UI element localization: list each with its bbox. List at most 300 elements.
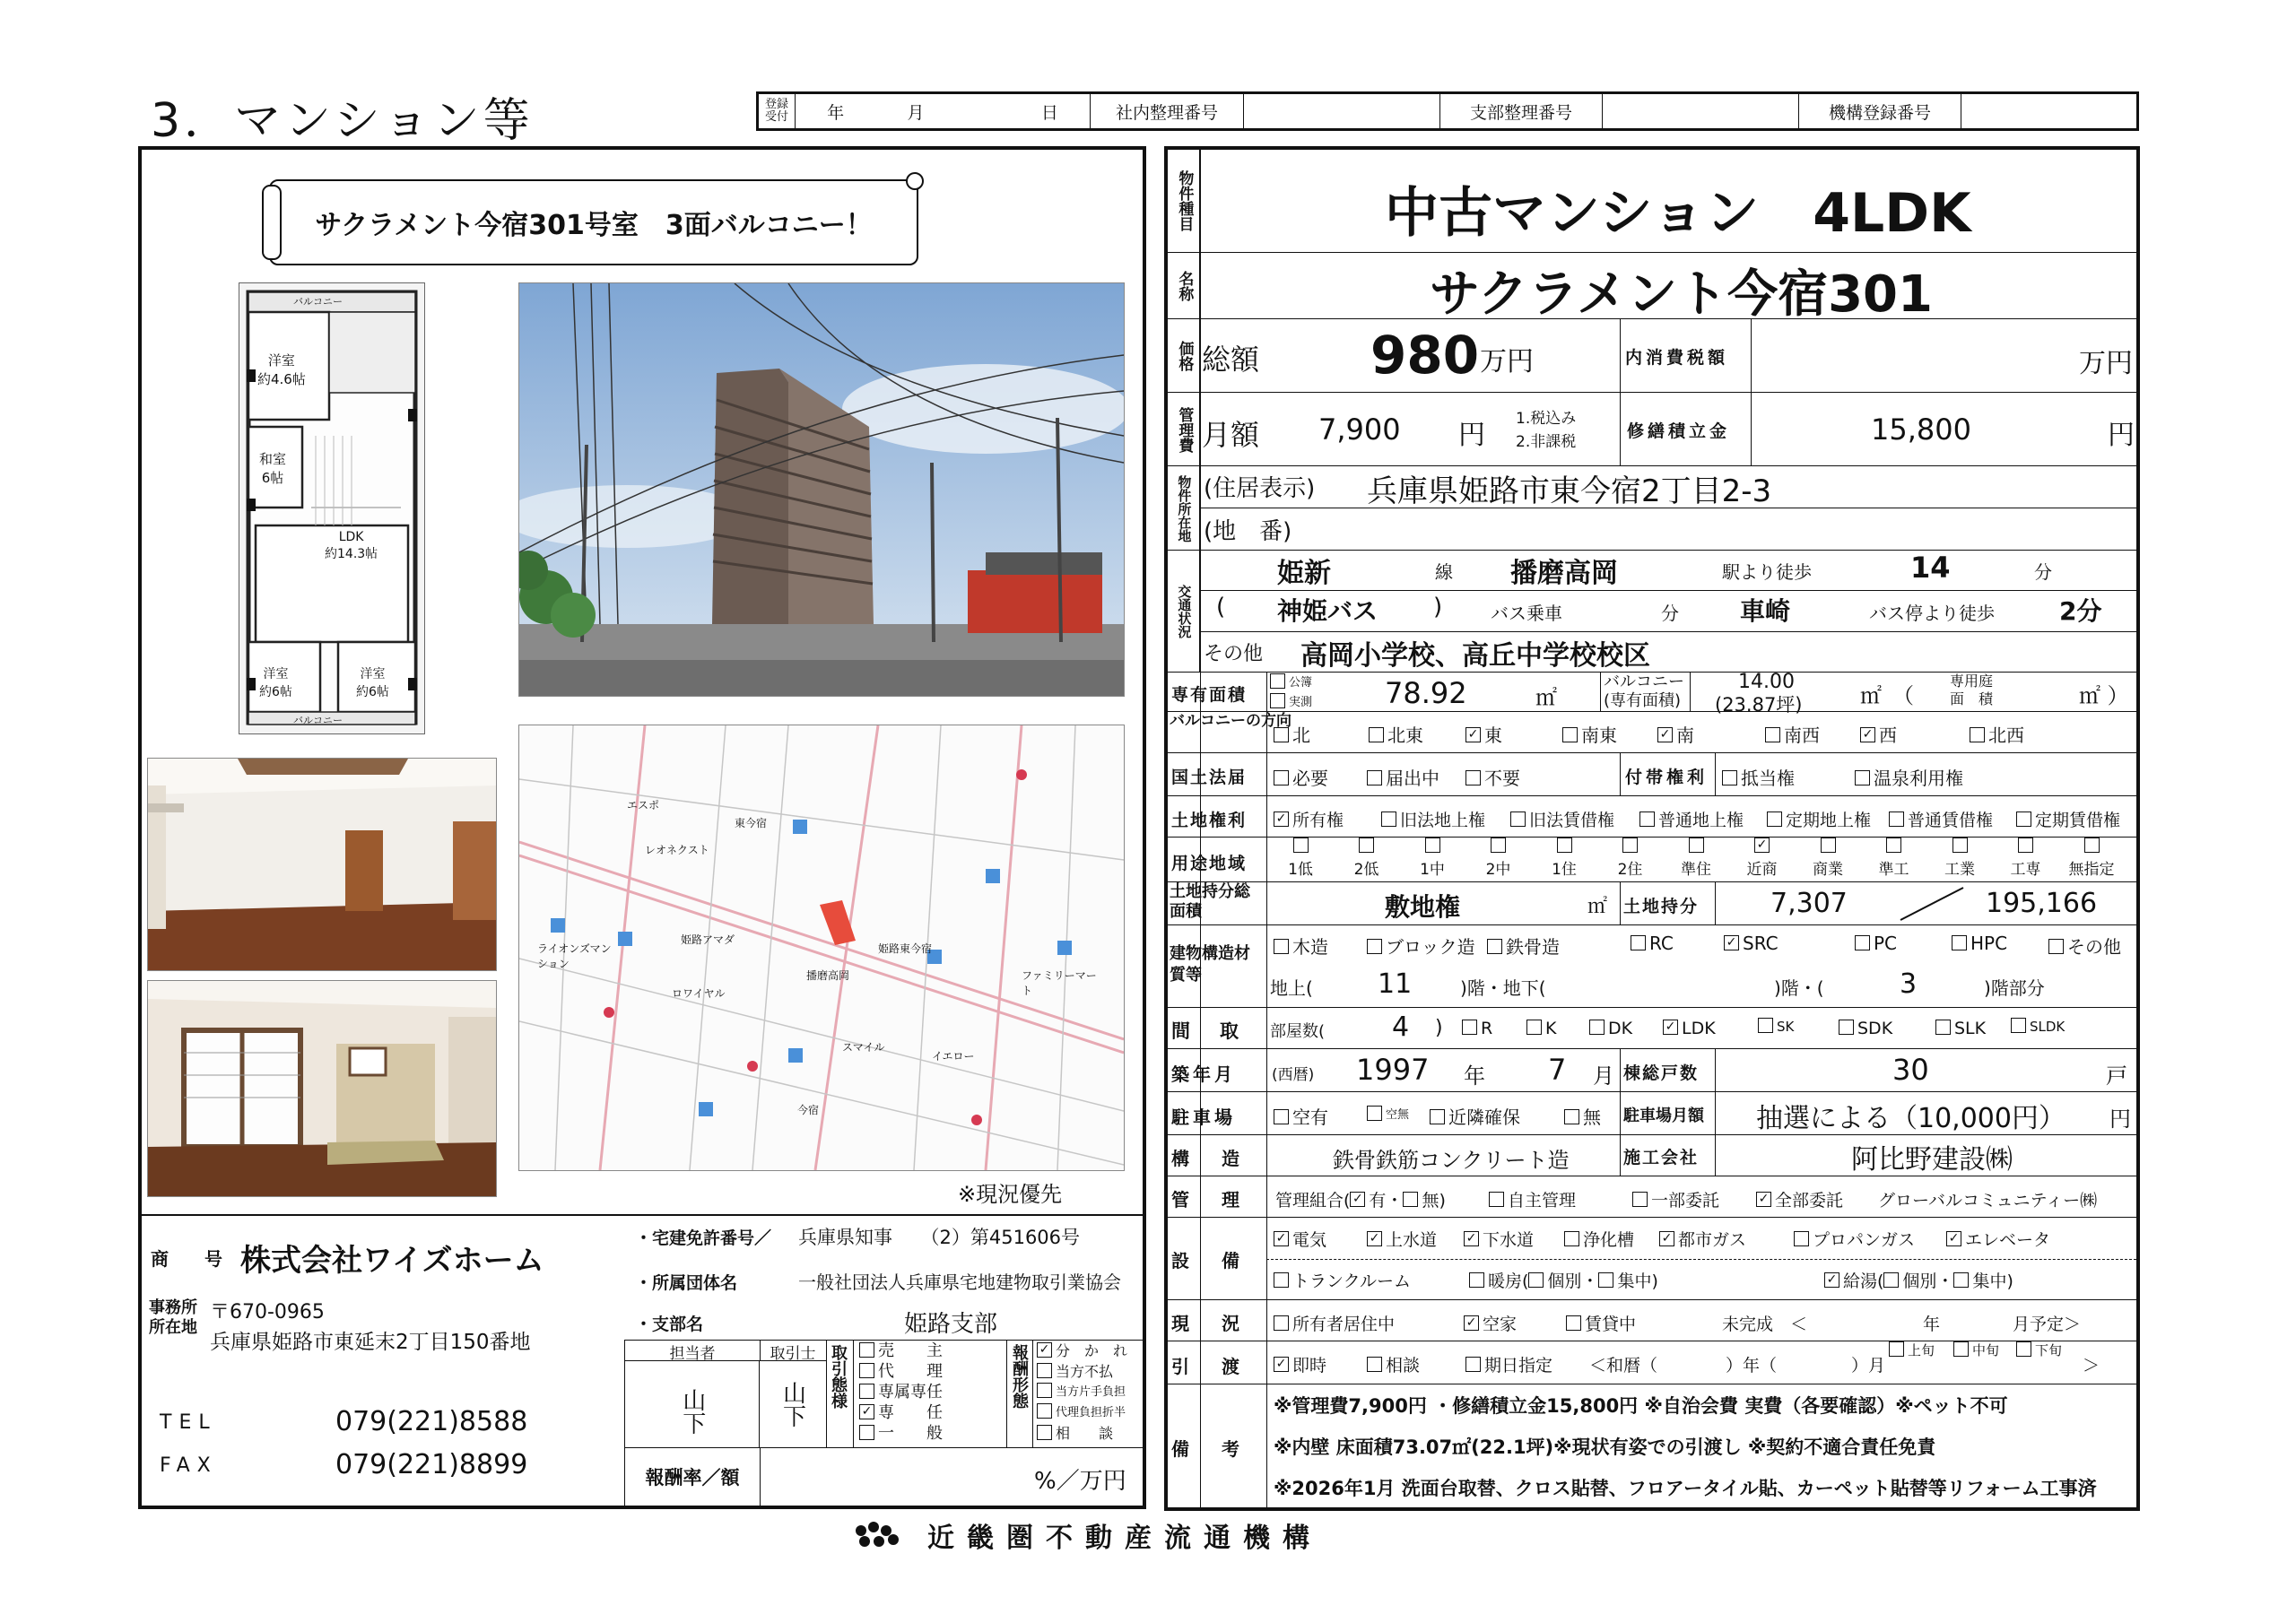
structure-rc: RC [1631,933,1674,954]
fee-checkbox-one-side[interactable] [1037,1383,1052,1398]
zoning-option-label: 1住 [1552,861,1577,879]
structure-src-checkbox[interactable]: ✓ [1724,935,1739,950]
layout-checkbox[interactable] [1935,1020,1951,1035]
layout-option-label: DK [1608,1019,1633,1038]
row-location [1164,466,2140,551]
mgmt-partial-checkbox[interactable] [1632,1192,1648,1207]
zoning-checkbox[interactable] [1886,838,1901,853]
rights-hot-spring: 温泉利用権 [1855,764,1963,790]
equip-sewer-checkbox[interactable]: ✓ [1464,1231,1479,1246]
mgmt-note-nontax: 2.非課税 [1516,433,1577,451]
zoning-option [1274,839,1327,879]
handover-year: ）年（ [1726,1356,1778,1376]
zoning-option-label: 近商 [1746,861,1778,879]
deal-checkbox-seller[interactable] [859,1342,874,1358]
status-year: 年 [1923,1315,1941,1334]
zoning-option [1867,839,1921,879]
remark-line-1: ※管理費7,900円 ・修繕積立金15,800円 ※自治会費 実費（各要確認）※ペット不可 [1274,1395,2008,1417]
tel-number: 079(221)8588 [335,1406,528,1437]
handover-era: ＜和暦（ [1589,1356,1658,1376]
direction-northeast: 北東 [1369,721,1423,747]
zoning-checkbox[interactable] [1821,838,1836,853]
fee-checkbox-split[interactable]: ✓ [1037,1342,1052,1358]
zoning-checkbox[interactable] [1689,838,1704,853]
equip-heating-individual-checkbox[interactable] [1528,1272,1544,1288]
row-zoning [1164,838,2140,882]
rooms-close: ) [1435,1017,1443,1039]
company-number-label: 社内整理番号 [1091,94,1244,128]
land-right-normal-surface-checkbox[interactable] [1639,812,1655,827]
fax-label: FAX [160,1454,218,1477]
row-built [1164,1049,2140,1092]
nlp-pending-checkbox[interactable] [1367,770,1382,785]
handover-date-checkbox[interactable] [1465,1357,1481,1372]
handover-late: 下旬 [2016,1343,2062,1358]
map-label-1: エスポ [627,799,660,812]
status-vacant: ✓ 空家 [1464,1311,1517,1335]
company-address: 兵庫県姫路市東延末2丁目150番地 [210,1331,531,1354]
floors-below-label: )階・地下( [1460,977,1546,999]
zoning-option-label: 準工 [1878,861,1909,879]
equip-propane-checkbox[interactable] [1794,1231,1809,1246]
handover-mid-checkbox[interactable] [1953,1341,1969,1357]
zoning-option [1669,839,1723,879]
structure-hpc: HPC [1952,933,2007,954]
agency-number-label: 機構登録番号 [1799,94,1961,128]
direction-north-checkbox[interactable] [1274,727,1289,742]
map-label-3: 播磨高岡 [806,969,850,982]
area-map [518,725,1125,1171]
map-label-2: 東今宿 [735,817,768,829]
bus-paren-close: ) [1433,594,1443,621]
built-month-label: 月 [1593,1063,1614,1089]
handover-month: ）月 [1851,1356,1886,1376]
zoning-checkbox[interactable] [1491,838,1506,853]
parking-nearby: 近隣確保 [1430,1103,1520,1129]
structure-block: ブロック造 [1367,933,1475,959]
direction-east-checkbox[interactable]: ✓ [1465,727,1481,742]
equip-city-gas-checkbox[interactable]: ✓ [1659,1231,1674,1246]
layout-checkbox[interactable] [1526,1020,1542,1035]
layout-option [1589,1019,1632,1038]
layout-option-label: R [1481,1019,1493,1038]
postal-code: 〒670-0965 [210,1301,325,1324]
residence-label: (住居表示) [1204,475,1316,502]
registration-label: 登録 受付 [759,94,796,128]
zoning-checkbox[interactable] [2084,838,2100,853]
bus-paren-open: ( [1216,594,1226,621]
address-label: 事務所 所在地 [149,1298,197,1337]
equip-heating: 暖房( 個別・ 集中) [1469,1268,1658,1292]
deal-checkbox-exclusive-dedicated[interactable] [859,1384,874,1399]
license-value: 兵庫県知事 （2）第451606号 [798,1227,1081,1248]
zoning-checkbox[interactable] [1952,838,1968,853]
property-name-value: サクラメント今宿301 [1430,265,1933,324]
row-land-share [1164,882,2140,925]
land-right-fixed-lease: 定期賃借権 [2016,807,2120,831]
row-handover [1164,1341,2140,1384]
layout-option-label: SDK [1857,1019,1893,1038]
equip-elevator-checkbox[interactable]: ✓ [1946,1231,1961,1246]
land-right-normal-lease: 普通賃借権 [1889,807,1993,831]
floorplan-room4: 洋室 約6帖 [356,667,389,699]
land-right-ownership-checkbox[interactable]: ✓ [1274,812,1289,827]
row-status [1164,1300,2140,1341]
mgmt-association-no-checkbox[interactable] [1403,1192,1418,1207]
rooms-value: 4 [1392,1011,1410,1043]
equip-septic: 浄化槽 [1564,1227,1634,1251]
price-label: 価格 [1168,319,1200,393]
zoning-checkbox[interactable] [1293,838,1309,853]
layout-option [1526,1019,1556,1038]
interior-photo-2 [147,980,497,1197]
layout-option [2011,1019,2065,1035]
equip-water-checkbox[interactable]: ✓ [1367,1231,1382,1246]
footer-organization: 近畿圏不動産流通機構 [927,1523,1322,1554]
layout-option [1839,1019,1892,1038]
row-price [1164,319,2140,393]
balcony-area-tsubo: (23.87坪) [1715,694,1803,716]
layout-checkbox[interactable] [2011,1018,2026,1033]
structure-steel-checkbox[interactable] [1487,939,1502,954]
row-management-fee [1164,393,2140,466]
parking-none: 無 [1564,1103,1601,1129]
zoning-checkbox[interactable] [1425,838,1440,853]
handover-close: ＞ [2083,1356,2100,1376]
builder-label: 施工会社 [1623,1148,1700,1167]
nlp-required-checkbox[interactable] [1274,770,1289,785]
bus-min-label: 分 [1661,603,1679,624]
handover-early-checkbox[interactable] [1889,1341,1904,1357]
structure-rc-checkbox[interactable] [1631,935,1646,950]
zoning-checkbox[interactable] [1622,838,1638,853]
handover-late-checkbox[interactable] [2016,1341,2031,1357]
equip-water: ✓ 上水道 [1367,1227,1437,1251]
land-right-old-lease-checkbox[interactable] [1510,812,1526,827]
company-info-divider [142,1214,1143,1216]
zoning-option [1472,839,1526,879]
parking-available-checkbox[interactable] [1274,1109,1289,1124]
row-land-law [1164,753,2140,796]
map-label-5: ロワイヤル [672,987,726,1000]
land-share-numerator: 7,307 [1770,888,1848,919]
parking-available: 空有 [1274,1103,1328,1129]
layout-label: 間 取 [1171,1020,1244,1042]
zoning-option-label: 準住 [1681,861,1711,879]
interior-photo-2-image [148,981,496,1196]
fee-type-label: 報酬形態 [1010,1344,1029,1409]
agency-number-field[interactable] [1961,94,2136,128]
layout-checkbox[interactable] [1839,1020,1854,1035]
staff-value: 山下 [625,1360,760,1448]
remark-line-3: ※2026年1月 洗面台取替、クロス貼替、フロアータイル貼、カーペット貼替等リフォーム工事済 [1274,1478,2097,1499]
handover-consult-checkbox[interactable] [1367,1357,1382,1372]
agent-value: 山下 [760,1360,827,1448]
rights-mortgage: 抵当権 [1722,764,1795,790]
repair-fund-label: 修繕積立金 [1627,421,1731,441]
mgmt-full-checkbox[interactable]: ✓ [1756,1192,1771,1207]
equip-hot-water-central-checkbox[interactable] [1953,1272,1969,1288]
deal-checkbox-general[interactable] [859,1425,874,1440]
land-right-ownership: ✓ 所有権 [1274,807,1344,831]
nlp-not-required: 不要 [1465,764,1520,790]
equip-trunk-room-checkbox[interactable] [1274,1272,1289,1288]
map-note: ※現況優先 [958,1182,1063,1207]
zoning-option [1999,839,2053,879]
interior-photo-1-image [148,759,496,970]
status-rented-checkbox[interactable] [1566,1315,1581,1331]
zoning-option [1405,839,1459,879]
layout-checkbox[interactable] [1462,1020,1477,1035]
fee-checkbox-consult[interactable] [1037,1425,1052,1440]
mgmt-monthly-label: 月額 [1202,418,1260,452]
floorplan-balcony-top: バルコニー [293,296,343,308]
equip-city-gas: ✓ 都市ガス [1659,1227,1746,1251]
structure-pc: PC [1855,933,1897,954]
handover-immediate-checkbox[interactable]: ✓ [1274,1357,1289,1372]
land-right-fixed-lease-checkbox[interactable] [2016,812,2031,827]
row-management [1164,1176,2140,1218]
map-label-7: イエロー [932,1050,975,1063]
parking-full: 空無 [1367,1105,1409,1123]
branch-number-field[interactable] [1603,94,1799,128]
rooms-label: 部屋数( [1270,1022,1326,1041]
fee-rate-unit: %／万円 [1034,1468,1126,1495]
equip-hot-water-individual-checkbox[interactable] [1883,1272,1899,1288]
rights-hot-spring-checkbox[interactable] [1855,770,1870,785]
zoning-option-label: 無指定 [2068,861,2115,879]
row-layout [1164,1008,2140,1049]
direction-southwest-checkbox[interactable] [1765,727,1780,742]
map-label-12: ファミリーマート [1022,969,1097,997]
deal-type-label: 取引態様 [829,1344,848,1409]
tel-label: TEL [160,1411,217,1434]
land-right-normal-lease-checkbox[interactable] [1889,812,1904,827]
builder-value: 阿比野建設㈱ [1851,1144,2013,1176]
zoning-checkbox[interactable] [1359,838,1374,853]
equip-electric-checkbox[interactable]: ✓ [1274,1231,1289,1246]
fee-rate-label: 報酬率／額 [625,1448,761,1506]
zoning-options [1274,839,2135,881]
name-label: 名称 [1168,253,1200,319]
land-right-fixed-surface-checkbox[interactable] [1767,812,1782,827]
structure-hpc-checkbox[interactable] [1952,935,1967,950]
agent-header: 取引士 [760,1341,827,1361]
structure-other: その他 [2048,933,2121,959]
branch-number-label: 支部整理番号 [1440,94,1603,128]
parking-none-checkbox[interactable] [1564,1109,1579,1124]
parking-full-checkbox[interactable] [1367,1106,1382,1121]
garden-label: 専用庭 面 積 [1950,673,1994,707]
line-name: 姫新 [1277,558,1331,589]
layout-option [1462,1019,1492,1038]
map-label-6: スマイル [842,1041,885,1054]
floorplan-room3: 洋室 約6帖 [259,667,292,699]
mgmt-full: ✓ 全部委託 [1756,1187,1843,1211]
status-owner: 所有者居住中 [1274,1311,1395,1335]
structure-pc-checkbox[interactable] [1855,935,1870,950]
equip-heating-checkbox[interactable] [1469,1272,1484,1288]
association-value: 一般社団法人兵庫県宅地建物取引業協会 [798,1271,1121,1293]
layout-checkbox[interactable]: ✓ [1663,1020,1678,1035]
zoning-option-label: 1低 [1288,861,1313,879]
deal-checkbox-exclusive[interactable]: ✓ [859,1404,874,1419]
land-right-label: 土地権利 [1171,811,1248,830]
parking-fee-value: 抽選による（10,000円） [1756,1103,2066,1134]
company-number-field[interactable] [1244,94,1440,128]
zoning-option [1604,839,1657,879]
row-equipment [1164,1218,2140,1300]
floorplan [239,282,425,734]
staff-header: 担当者 [625,1341,761,1361]
row-traffic [1164,551,2140,673]
row-remarks [1164,1384,2140,1510]
branch-label: ・支部名 [635,1315,704,1334]
area-kouyou-checkbox[interactable] [1270,673,1285,689]
type-label: 物件種目 [1168,149,1200,253]
location-label: 物件所在地 [1168,466,1200,551]
status-rented: 賃貸中 [1566,1311,1636,1335]
walk-minutes: 14 [1910,551,1951,585]
line-suffix: 線 [1435,561,1453,583]
repair-fund-value: 15,800 [1871,412,1971,447]
association-label: ・所属団体名 [635,1273,738,1293]
direction-west: ✓ 西 [1860,721,1897,747]
zoning-option-label: 2中 [1485,861,1511,879]
map-label-10: レオネクスト [645,844,709,856]
scroll-right-roll [906,172,924,190]
bus-company: 神姫バス [1277,596,1378,626]
land-right-old-lease: 旧法賃借権 [1510,807,1614,831]
garden-unit: ㎡ ） [2079,683,2129,708]
status-vacant-checkbox[interactable]: ✓ [1464,1315,1479,1331]
zoning-option [2065,839,2118,879]
rights-label: 付帯権利 [1625,768,1709,787]
mgmt-self-checkbox[interactable] [1489,1192,1504,1207]
management-label: 管 理 [1171,1189,1247,1211]
registration-date: 年 月 日 [796,94,1091,128]
parking-fee-unit: 円 [2109,1107,2131,1132]
nlp-pending: 届出中 [1367,764,1439,790]
mgmt-fee-unit: 円 [1458,420,1485,451]
fee-checkbox-half[interactable] [1037,1403,1052,1419]
direction-east: ✓ 東 [1465,721,1502,747]
land-right-old-surface-checkbox[interactable] [1381,812,1396,827]
layout-checkbox[interactable] [1589,1020,1605,1035]
row-parking [1164,1092,2140,1135]
mgmt-association-yes-checkbox[interactable]: ✓ [1350,1192,1365,1207]
parking-nearby-checkbox[interactable] [1430,1109,1445,1124]
built-year-label: 年 [1464,1063,1485,1089]
branch-value: 姫路支部 [904,1311,998,1338]
direction-northwest-checkbox[interactable] [1970,727,1985,742]
status-owner-checkbox[interactable] [1274,1315,1289,1331]
structure-other-checkbox[interactable] [2048,939,2064,954]
status-due: 月予定＞ [2013,1315,2082,1334]
direction-northwest: 北西 [1970,721,2024,747]
rights-mortgage-checkbox[interactable] [1722,770,1737,785]
row-balcony-direction [1164,712,2140,753]
zoning-checkbox[interactable] [2018,838,2033,853]
repair-fund-unit: 円 [2108,420,2135,451]
area-value: 78.92 [1385,676,1467,710]
land-share-label: 土地持分総面積 [1170,882,1250,921]
fee-checkbox-not-pay[interactable] [1037,1363,1052,1378]
row-construction [1164,1135,2140,1176]
layout-option-label: SLK [1954,1019,1987,1038]
land-share-denominator: 195,166 [1986,888,2098,919]
structure-wood-checkbox[interactable] [1274,939,1289,954]
units-unit: 戸 [2106,1063,2127,1089]
balcony-area-unit: ㎡ （ [1860,683,1914,708]
fax-number: 079(221)8899 [335,1449,528,1480]
direction-west-checkbox[interactable]: ✓ [1860,727,1875,742]
price-total-value: 980 [1370,325,1480,386]
balcony-area-label: バルコニー (専有面積) [1604,673,1684,710]
mgmt-note-taxin: 1.税込み [1516,410,1577,428]
nlp-label: 国土法届 [1171,768,1248,787]
construction-value: 鉄骨鉄筋コンクリート造 [1333,1148,1570,1173]
nlp-not-required-checkbox[interactable] [1465,770,1481,785]
zoning-checkbox[interactable]: ✓ [1754,838,1770,853]
remark-line-2: ※内壁 床面積73.07㎡(22.1坪)※現状有姿での引渡し ※契約不適合責任免責 [1274,1436,1936,1458]
equip-septic-checkbox[interactable] [1564,1231,1579,1246]
direction-south-checkbox[interactable]: ✓ [1657,727,1673,742]
built-era: (西暦) [1272,1066,1315,1084]
section-title: 3．マンション等 [151,94,534,148]
price-unit: 万円 [1480,346,1534,378]
bus-walk-value: 2分 [2059,596,2102,626]
land-right-fixed-surface: 定期地上権 [1767,807,1871,831]
equip-heating-central-checkbox[interactable] [1598,1272,1613,1288]
zoning-label: 用途地域 [1171,854,1248,873]
land-share-slash [1896,886,1968,922]
layout-checkbox[interactable] [1758,1018,1773,1033]
area-label: 専有面積 [1171,685,1248,705]
direction-northeast-checkbox[interactable] [1369,727,1384,742]
map-label-8: 今宿 [797,1104,820,1116]
floors-above-label: 地上( [1270,977,1313,999]
handover-consult: 相談 [1367,1352,1420,1376]
structure-src: ✓ SRC [1724,933,1779,954]
zoning-option [1801,839,1855,879]
scroll-left-roll [262,185,282,260]
equip-hot-water-checkbox[interactable]: ✓ [1824,1272,1839,1288]
units-value: 30 [1892,1053,1929,1087]
row-property-type [1164,149,2140,253]
floorplan-room1: 洋室 約4.6帖 [257,352,306,387]
direction-southeast-checkbox[interactable] [1562,727,1578,742]
status-incomplete: 未完成 ＜ [1722,1315,1808,1334]
building-photo [518,282,1125,697]
zoning-option [1340,839,1394,879]
direction-southeast: 南東 [1562,721,1617,747]
row-structure [1164,925,2140,1008]
company-label: 商 号 [151,1248,231,1270]
map-label-11: 姫路アマダ [681,933,735,946]
equip-propane: プロパンガス [1794,1227,1915,1251]
deal-checkbox-agent[interactable] [859,1363,874,1378]
layout-option-label: K [1545,1019,1557,1038]
area-jissoku-checkbox[interactable] [1270,693,1285,708]
zoning-checkbox[interactable] [1557,838,1572,853]
lot-label: (地 番) [1204,518,1292,545]
structure-block-checkbox[interactable] [1367,939,1382,954]
land-share-type: 敷地権 [1385,892,1461,922]
tax-unit: 万円 [2079,348,2133,379]
land-share-label2: 土地持分 [1623,897,1700,916]
handover-mid: 中旬 [1953,1343,1999,1358]
